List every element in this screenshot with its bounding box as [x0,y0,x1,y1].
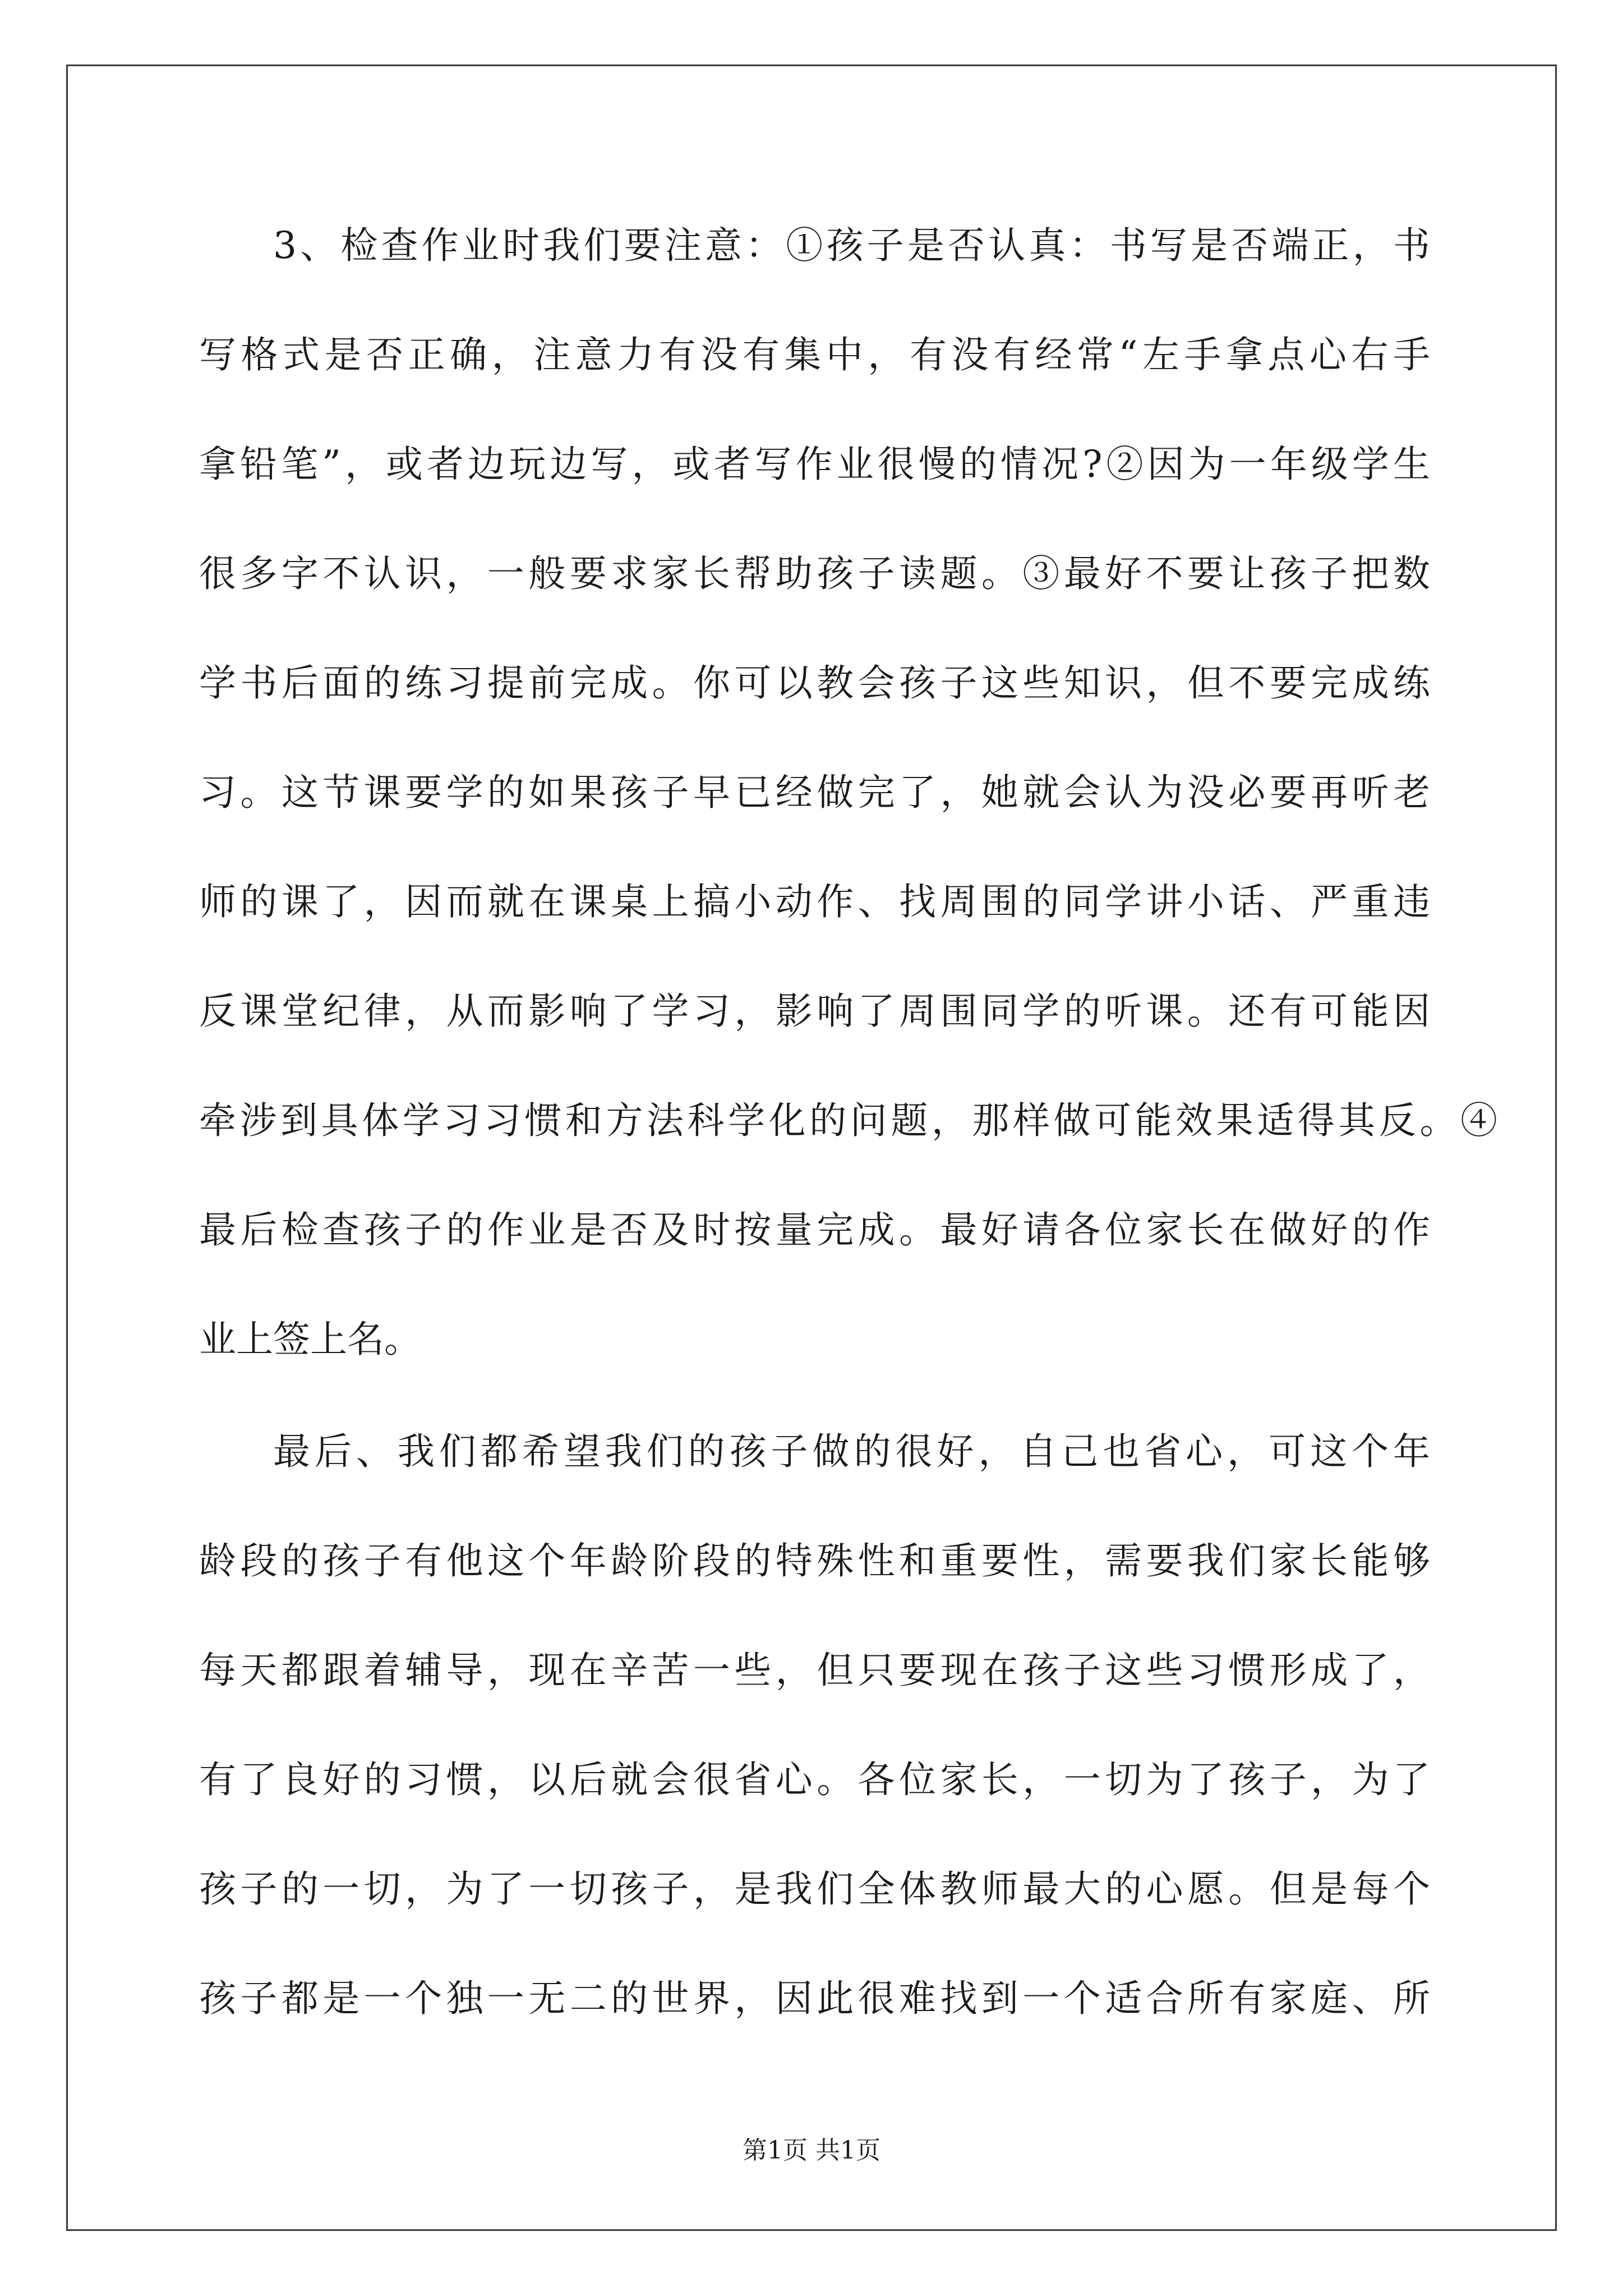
text-line: 写格式是否正确，注意力有没有集中，有没有经常“左手拿点心右手 [199,333,1430,376]
text-line: 很多字不认识，一般要求家长帮助孩子读题。③最好不要让孩子把数 [199,552,1430,595]
page-footer: 第1页 共1页 [743,2136,880,2165]
text-line: 拿铅笔”，或者边玩边写，或者写作业很慢的情况?②因为一年级学生 [199,443,1430,486]
text-line: 师的课了，因而就在课桌上搞小动作、找周围的同学讲小话、严重违 [199,880,1430,923]
text-line: 业上签上名。 [199,1318,421,1361]
text-line: 孩子的一切，为了一切孩子，是我们全体教师最大的心愿。但是每个 [199,1867,1430,1911]
text-line: 习。这节课要学的如果孩子早已经做完了，她就会认为没必要再听老 [199,771,1430,814]
text-line: 每天都跟着辅导，现在辛苦一些，但只要现在孩子这些习惯形成了， [199,1649,1430,1692]
text-line: 有了良好的习惯，以后就会很省心。各位家长，一切为了孩子，为了 [199,1758,1430,1801]
text-line: 反课堂纪律，从而影响了学习，影响了周围同学的听课。还有可能因 [199,990,1430,1033]
text-line: 最后检查孩子的作业是否及时按量完成。最好请各位家长在做好的作 [199,1208,1430,1251]
text-line: 3、检查作业时我们要注意：①孩子是否认真：书写是否端正，书 [273,224,1430,267]
text-line: 学书后面的练习提前完成。你可以教会孩子这些知识，但不要完成练 [199,661,1430,705]
text-line: 最后、我们都希望我们的孩子做的很好，自己也省心，可这个年 [273,1430,1430,1473]
text-line: 龄段的孩子有他这个年龄阶段的特殊性和重要性，需要我们家长能够 [199,1539,1430,1582]
text-line: 孩子都是一个独一无二的世界，因此很难找到一个适合所有家庭、所 [199,1977,1430,2020]
text-line: 牵涉到具体学习习惯和方法科学化的问题，那样做可能效果适得其反。④ [199,1099,1497,1142]
